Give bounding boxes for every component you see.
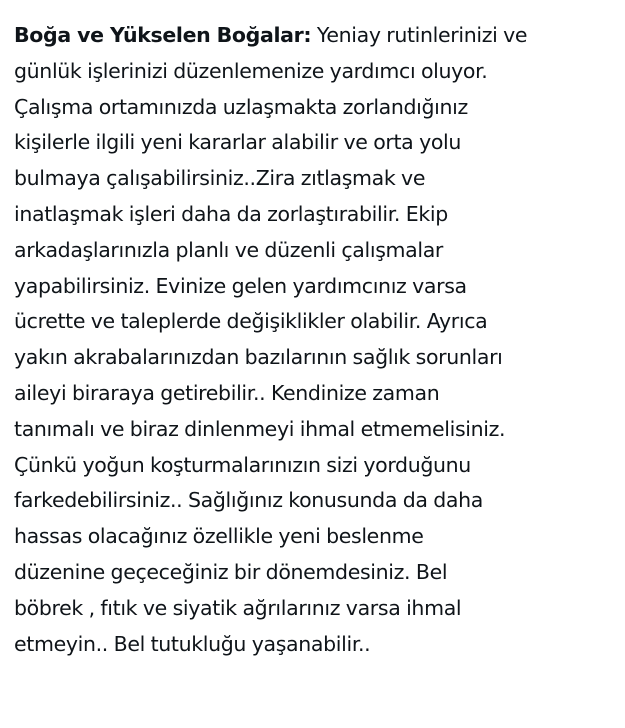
text-line: tanımalı ve biraz dinlenmeyi ihmal etmemelisiniz.: [14, 416, 506, 441]
text-line: böbrek , fıtık ve siyatik ağrılarınız varsa ihmal: [14, 595, 462, 620]
text-line: hassas olacağınız özellikle yeni beslenme: [14, 524, 424, 549]
text-line-content: Yeniay rutinlerinizi ve: [311, 23, 528, 47]
text-line: ücrette ve taleplerde değişiklikler olabilir. Ayrıca: [14, 309, 488, 334]
text-line: bulmaya çalışabilirsiniz..Zira zıtlaşmak ve: [14, 166, 426, 191]
text-line: yakın akrabalarınızdan bazılarının sağlık sorunları: [14, 345, 503, 370]
text-line: etmeyin.. Bel tutukluğu yaşanabilir..: [14, 631, 371, 656]
text-line: inatlaşmak işleri daha da zorlaştırabilir. Ekip: [14, 201, 448, 226]
text-line: arkadaşlarınızla planlı ve düzenli çalışmalar: [14, 237, 444, 262]
text-line: Çalışma ortamınızda uzlaşmakta zorlandığınız: [14, 94, 468, 119]
text-line: düzenine geçeceğiniz bir dönemdesiniz. Bel: [14, 559, 448, 584]
text-line: Çünkü yoğun koşturmalarınızın sizi yorduğunu: [14, 452, 471, 477]
text-line: günlük işlerinizi düzenlemenize yardımcı oluyor.: [14, 58, 488, 83]
text-line: farkedebilirsiniz.. Sağlığınız konusunda da daha: [14, 488, 483, 513]
text-line: yapabilirsiniz. Evinize gelen yardımcınız varsa: [14, 273, 467, 298]
post-text: [14, 18, 618, 662]
text-line: aileyi biraraya getirebilir.. Kendinize zaman: [14, 380, 440, 405]
post-heading: Boğa ve Yükselen Boğalar:: [14, 23, 312, 47]
text-line: kişilerle ilgili yeni kararlar alabilir ve orta yolu: [14, 130, 462, 155]
text-line: [14, 18, 618, 54]
